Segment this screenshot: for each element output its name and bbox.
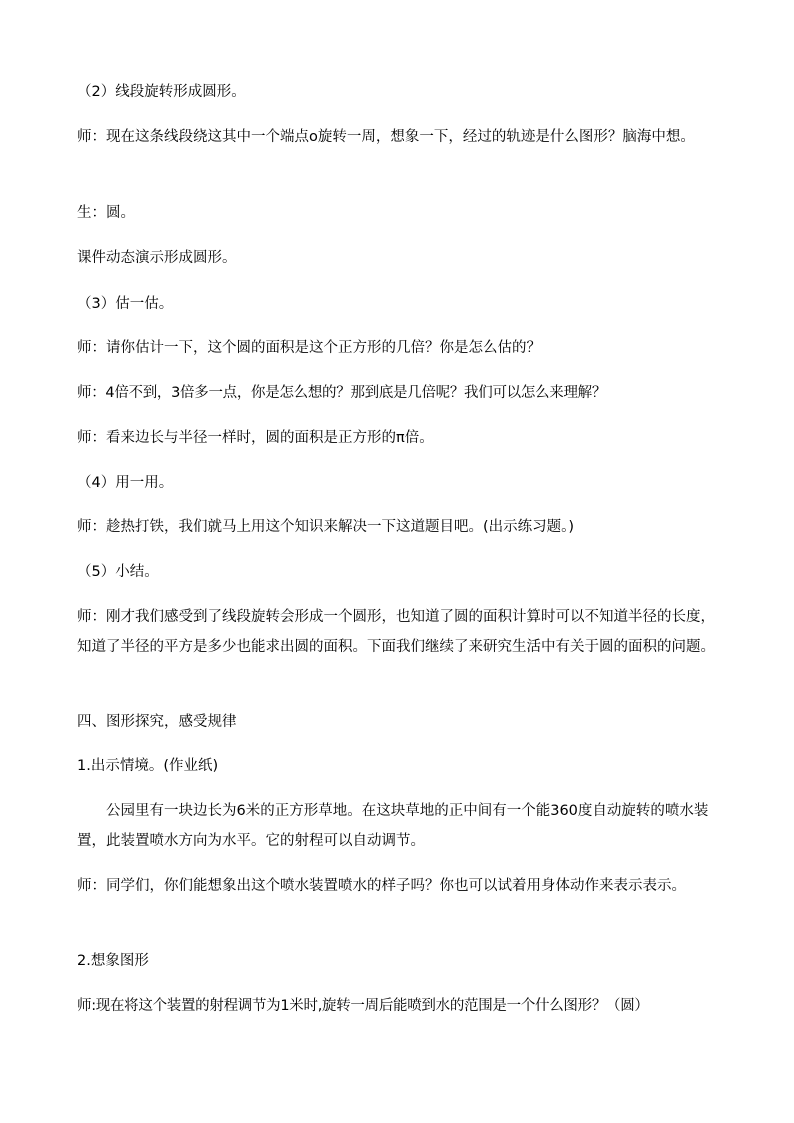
paragraph-10: 师：趁热打铁，我们就马上用这个知识来解决一下这道题目吧。(出示练习题。) <box>77 519 575 535</box>
paragraph-3: 生：圆。 <box>77 205 135 221</box>
paragraph-17: 2.想象图形 <box>77 953 149 969</box>
paragraph-9: （4）用一用。 <box>77 475 174 491</box>
paragraph-7: 师：4倍不到，3倍多一点，你是怎么想的？那到底是几倍呢？我们可以怎么来理解？ <box>77 385 607 401</box>
paragraph-15: 公园里有一块边长为6米的正方形草地。在这块草地的正中间有一个能360度自动旋转的喷水装置，此装置喷水方向为水平。它的射程可以自动调节。 <box>77 803 709 849</box>
paragraph-12: 师：刚才我们感受到了线段旋转会形成一个圆形，也知道了圆的面积计算时可以不知道半径的长度，知道了半径的平方是多少也能求出圆的面积。下面我们继续了来研究生活中有关于圆的面积的问题。 <box>77 609 715 655</box>
paragraph-18: 师:现在将这个装置的射程调节为1米时,旋转一周后能喷到水的范围是一个什么图形？（圆） <box>77 998 649 1014</box>
paragraph-2: 师：现在这条线段绕这其中一个端点o旋转一周，想象一下，经过的轨迹是什么图形？脑海中想。 <box>77 129 695 145</box>
paragraph-4: 课件动态演示形成圆形。 <box>77 250 237 266</box>
paragraph-8: 师：看来边长与半径一样时，圆的面积是正方形的π倍。 <box>77 430 434 446</box>
section-heading: 四、图形探究，感受规律 <box>77 714 237 730</box>
paragraph-6: 师：请你估计一下，这个圆的面积是这个正方形的几倍？你是怎么估的？ <box>77 340 541 356</box>
paragraph-1: （2）线段旋转形成圆形。 <box>77 84 246 100</box>
paragraph-5: （3）估一估。 <box>77 296 174 312</box>
paragraph-14: 1.出示情境。(作业纸) <box>77 758 219 774</box>
paragraph-16: 师：同学们，你们能想象出这个喷水装置喷水的样子吗？你也可以试着用身体动作来表示表示。 <box>77 878 686 894</box>
paragraph-11: （5）小结。 <box>77 564 159 580</box>
